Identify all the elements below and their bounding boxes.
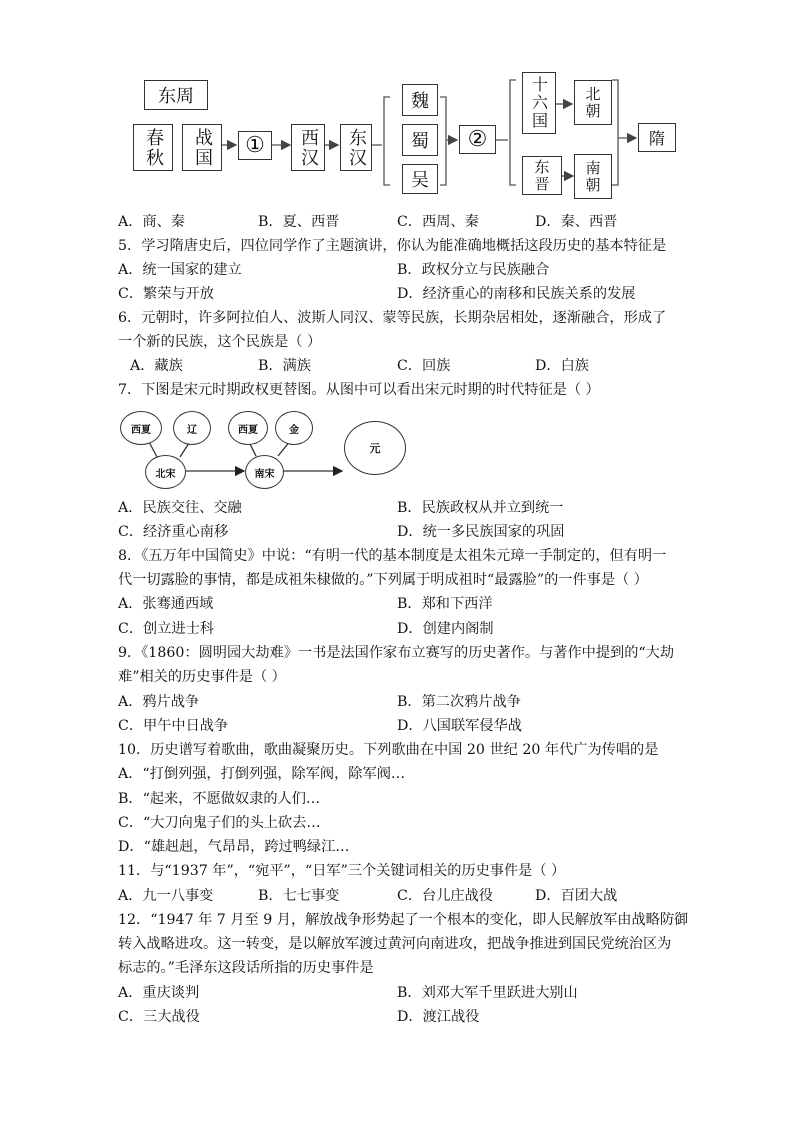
- q8-option-c: C．创立进士科: [118, 621, 214, 637]
- dynasty-diagram-lines: [0, 0, 793, 200]
- q5-option-a: A．统一国家的建立: [118, 262, 242, 278]
- q11-option-a: A．九一八事变: [118, 888, 214, 904]
- node-jin: 金: [275, 411, 313, 445]
- q11-option-d: D．百团大战: [535, 888, 618, 904]
- q5-option-b: B．政权分立与民族融合: [397, 262, 550, 278]
- q9-option-a: A．鸦片战争: [118, 694, 200, 710]
- box-dongzhou: 东周: [144, 80, 208, 110]
- q4-option-c: C．西周、秦: [397, 214, 479, 230]
- box-sui: 隋: [638, 123, 676, 152]
- q6-option-c: C．回族: [397, 358, 451, 374]
- q8-option-a: A．张骞通西域: [118, 596, 214, 612]
- q9-option-c: C．甲午中日战争: [118, 718, 229, 734]
- box-xihan: 西汉: [291, 124, 325, 171]
- box-wei: 魏: [402, 84, 438, 116]
- q6-stem-line1: 6．元朝时，许多阿拉伯人、波斯人同汉、蒙等民族，长期杂居相处，逐渐融合，形成了: [118, 310, 667, 326]
- q9-stem-line1: 9．《1860：圆明园大劫难》一书是法国作家布立赛写的历史著作。与著作中提到的“大劫: [118, 645, 675, 661]
- q7-option-b: B．民族政权从并立到统一: [397, 500, 564, 516]
- node-xixia-2: 西夏: [228, 411, 268, 445]
- q12-stem-line2: 转入战略进攻。这一转变，是以解放军渡过黄河向南进攻，把战争推进到国民党统治区为: [118, 936, 672, 952]
- box-chunqiu: 春秋: [133, 124, 173, 171]
- q9-option-b: B．第二次鸦片战争: [397, 694, 521, 710]
- node-beisong: 北宋: [145, 455, 186, 489]
- node-yuan: 元: [344, 421, 406, 475]
- box-zhanguo: 战国: [182, 124, 222, 171]
- q10-option-d: D．“雄赳赳，气昂昂，跨过鸭绿江…: [118, 839, 350, 855]
- q11-stem: 11．与“1937 年”，“宛平”，“日军”三个关键词相关的历史事件是（ ）: [118, 863, 566, 879]
- q7-option-d: D．统一多民族国家的巩固: [397, 524, 565, 540]
- q6-option-b: B．满族: [258, 358, 311, 374]
- q7-option-a: A．民族交往、交融: [118, 500, 242, 516]
- q11-option-b: B．七七事变: [258, 888, 340, 904]
- q9-stem-line2: 难”相关的历史事件是（ ）: [118, 669, 286, 685]
- q5-option-d: D．经济重心的南移和民族关系的发展: [397, 286, 636, 302]
- node-nansong: 南宋: [245, 455, 284, 489]
- q8-stem-line1: 8．《五万年中国简史》中说：“有明一代的基本制度是太祖朱元璋一手制定的，但有明一: [118, 548, 667, 564]
- q6-option-a: A．藏族: [130, 358, 183, 374]
- q7-stem: 7．下图是宋元时期政权更替图。从图中可以看出宋元时期的时代特征是（ ）: [118, 382, 600, 398]
- q5-stem: 5．学习隋唐史后，四位同学作了主题演讲，你认为能准确地概括这段历史的基本特征是: [118, 238, 667, 254]
- q4-option-b: B．夏、西晋: [258, 214, 340, 230]
- q10-option-c: C．“大刀向鬼子们的头上砍去…: [118, 815, 321, 831]
- q9-option-d: D．八国联军侵华战: [397, 718, 522, 734]
- q8-stem-line2: 代一切露脸的事情，都是成祖朱棣做的。”下列属于明成祖时“最露脸”的一件事是（ ）: [118, 572, 648, 588]
- box-nanchao: 南朝: [574, 154, 612, 199]
- q4-option-d: D．秦、西晋: [535, 214, 618, 230]
- q8-option-d: D．创建内阁制: [397, 621, 494, 637]
- box-dongjin: 东晋: [522, 156, 562, 195]
- q12-option-b: B．刘邓大军千里跃进大别山: [397, 985, 578, 1001]
- q4-option-a: A．商、秦: [118, 214, 185, 230]
- q6-option-d: D．白族: [535, 358, 589, 374]
- box-beichao: 北朝: [574, 80, 612, 125]
- q8-option-b: B．郑和下西洋: [397, 596, 493, 612]
- node-liao: 辽: [173, 411, 211, 445]
- q12-option-a: A．重庆谈判: [118, 985, 200, 1001]
- blank-2-box: ②: [459, 125, 496, 154]
- q10-option-a: A．“打倒列强，打倒列强，除军阀，除军阀…: [118, 766, 406, 782]
- q11-option-c: C．台儿庄战役: [397, 888, 493, 904]
- q12-stem-line1: 12．“1947 年 7 月至 9 月，解放战争形势起了一个根本的变化，即人民解放军由战略防御: [118, 912, 689, 928]
- box-wu: 吴: [402, 164, 438, 194]
- box-shiliuguo: 十六国: [522, 72, 556, 134]
- q10-stem: 10．历史谱写着歌曲，歌曲凝聚历史。下列歌曲在中国 20 世纪 20 年代广为传唱的是: [118, 742, 659, 758]
- blank-1-box: ①: [238, 131, 272, 160]
- q10-option-b: B．“起来，不愿做奴隶的人们…: [118, 791, 321, 807]
- q12-stem-line3: 标志的。”毛泽东这段话所指的历史事件是: [118, 960, 374, 976]
- q12-option-c: C．三大战役: [118, 1009, 200, 1025]
- q6-stem-line2: 一个新的民族，这个民族是（ ）: [118, 334, 322, 350]
- q7-option-c: C．经济重心南移: [118, 524, 229, 540]
- q5-option-c: C．繁荣与开放: [118, 286, 214, 302]
- box-shu: 蜀: [402, 124, 438, 156]
- node-xixia-1: 西夏: [120, 411, 162, 445]
- box-donghan: 东汉: [340, 124, 372, 171]
- q12-option-d: D．渡江战役: [397, 1009, 480, 1025]
